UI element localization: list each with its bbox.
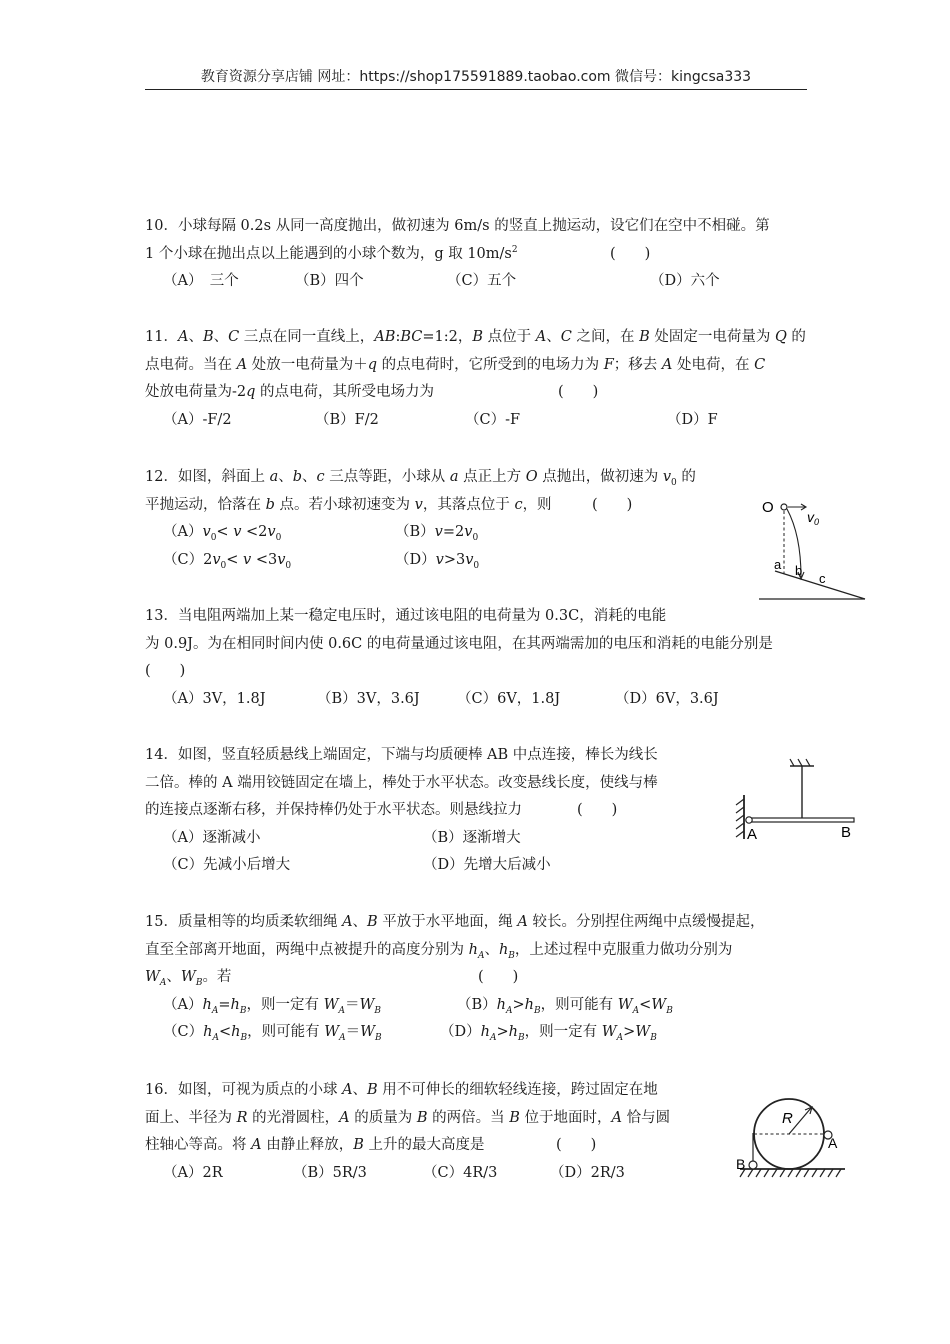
- q13-line-3: ( ): [145, 663, 186, 680]
- q16-ball-b: [749, 1161, 757, 1169]
- q10-option-b[interactable]: （B）四个: [295, 273, 364, 290]
- q10-exponent: 2: [511, 244, 518, 255]
- q12-option-b[interactable]: $(B)v=2v_0$: [395, 524, 479, 544]
- q12-line-1: 12．如图，斜面上 a、b、c 三点等距，小球从 a 点正上方 O 点抛出，做初速为 $v_0$ 的: [145, 469, 696, 488]
- q16-option-b[interactable]: （B）5R/3: [293, 1164, 367, 1181]
- q13-option-c[interactable]: （C）6V，1.8J: [457, 690, 561, 707]
- question-10: [145, 213, 810, 296]
- q13-line-2: 为 0.9J。为在相同时间内使 0.6C 的电荷量通过该电阻，在其两端需加的电压和消耗的电能分别是: [145, 635, 773, 652]
- q16-options: [145, 1160, 745, 1188]
- q16-line-2: 面上、半径为 R 的光滑圆柱，A 的质量为 B 的两倍。当 B 位于地面时，A 恰与圆: [145, 1109, 671, 1126]
- q11-option-d[interactable]: （D）F: [667, 411, 718, 428]
- q12-options-row-2: [145, 547, 745, 575]
- q12-line-2: 平抛运动，恰落在 b 点。若小球初速变为 v，其落点位于 c，则 ( ): [145, 492, 745, 520]
- q14-option-b[interactable]: （B）逐渐增大: [423, 829, 521, 846]
- q16-line-3: 柱轴心等高。将 A 由静止释放，B 上升的最大高度是 ( ): [145, 1132, 745, 1160]
- question-15: [145, 909, 810, 1047]
- q11-line-2: 点电荷。当在 A 处放一电荷量为＋q 的点电荷时，它所受到的电场力为 F；移去 A 处电荷，在 C: [145, 356, 766, 373]
- question-11: [145, 324, 810, 434]
- q11-line-1: 11．A、B、C 三点在同一直线上，AB:BC=1:2，B 点位于 A、C 之间，在 B 处固定一电荷量为 Q 的: [145, 329, 806, 345]
- question-13: [145, 603, 810, 713]
- q15-line-1: 15．质量相等的均质柔软细绳 A、B 平放于水平地面，绳 A 较长。分别捏住两绳中点缓慢提起，: [145, 914, 765, 930]
- q14-rod-figure: [732, 757, 862, 849]
- q14-line-3-text: 的连接点逐渐右移，并保持棒仍处于水平状态。则悬线拉力: [145, 802, 522, 819]
- q16-cylinder-figure: [733, 1092, 853, 1184]
- q16-option-a[interactable]: （A）2R: [163, 1164, 223, 1181]
- q12-option-a[interactable]: $(A)v_0< v <2v_0$: [163, 524, 282, 544]
- q15-option-d[interactable]: $(D)h_A>h_B$，则一定有 $W_A>W_B$: [440, 1024, 657, 1044]
- q13-option-d[interactable]: （D）6V，3.6J: [615, 690, 719, 707]
- q10-line-2: [145, 241, 810, 269]
- q13-options: [145, 686, 810, 714]
- q16-line-1: 16．如图，可视为质点的小球 A、B 用不可伸长的细软轻线连接，跨过固定在地: [145, 1082, 658, 1098]
- q16-ground-hatch: [740, 1169, 841, 1177]
- q15-line-2: 直至全部离开地面，两绳中点被提升的高度分别为 $h_A$、$h_B$，上述过程中克服重力做功分别为: [145, 941, 733, 961]
- header-rule: [145, 89, 807, 90]
- q10-option-c[interactable]: （C）五个: [447, 273, 517, 290]
- question-16: [145, 1077, 745, 1187]
- q11-line-3: 处放电荷量为-2q 的点电荷，其所受电场力为 ( ): [145, 379, 810, 407]
- q12-answer-paren: ( ): [592, 496, 633, 513]
- q11-option-a[interactable]: （A）-F/2: [163, 411, 232, 428]
- q11-answer-paren: ( ): [558, 384, 599, 401]
- question-12: [145, 464, 745, 574]
- q16-option-c[interactable]: （C）4R/3: [423, 1164, 498, 1181]
- q12-label-b: b: [795, 563, 803, 578]
- q10-line-1: 10．小球每隔 0.2s 从同一高度抛出，做初速为 6m/s 的竖直上抛运动，设它们在空中不相碰。第: [145, 218, 770, 234]
- q15-options-row-1: [145, 992, 810, 1020]
- q13-line-1: 13．当电阻两端加上某一稳定电压时，通过该电阻的电荷量为 0.3C，消耗的电能: [145, 608, 667, 624]
- q12-label-v0: $v_0$: [807, 509, 820, 527]
- q14-hinge: [746, 817, 752, 823]
- q10-option-a[interactable]: （A） 三个: [163, 273, 239, 290]
- q16-label-a: A: [828, 1135, 838, 1151]
- question-14: [145, 742, 745, 880]
- q14-rod: [748, 818, 854, 822]
- q14-option-c[interactable]: （C）先减小后增大: [163, 857, 291, 874]
- q12-option-d[interactable]: $(D)v>3v_0$: [395, 551, 480, 571]
- q16-answer-paren: ( ): [556, 1137, 597, 1154]
- q15-options-row-2: [145, 1019, 810, 1047]
- q14-option-d[interactable]: （D）先增大后减小: [423, 857, 551, 874]
- q14-line-3: [145, 797, 745, 825]
- q10-option-d[interactable]: （D）六个: [650, 273, 720, 290]
- q16-label-r: R: [782, 1110, 793, 1127]
- q14-label-a: A: [747, 826, 758, 843]
- q11-option-b[interactable]: （B）F/2: [315, 411, 379, 428]
- q12-label-a: a: [774, 557, 782, 572]
- q12-launch-point: [781, 504, 787, 510]
- q12-incline-figure: [755, 495, 870, 605]
- q16-option-d[interactable]: （D）2R/3: [550, 1164, 625, 1181]
- q12-label-c: c: [819, 571, 826, 586]
- q14-line-1: 14．如图，竖直轻质悬线上端固定，下端与均质硬棒 AB 中点连接，棒长为线长: [145, 747, 658, 763]
- q16-label-b: B: [736, 1156, 746, 1172]
- q14-options-row-1: [145, 825, 745, 853]
- q10-line-2-text: 1 个小球在抛出点以上能遇到的小球个数为，g 取 10m/s: [145, 245, 512, 262]
- q14-line-2: 二倍。棒的 A 端用铰链固定在墙上，棒处于水平状态。改变悬线长度，使线与棒: [145, 774, 658, 791]
- q14-answer-paren: ( ): [577, 802, 618, 819]
- q10-answer-paren: ( ): [610, 245, 651, 262]
- q14-option-a[interactable]: （A）逐渐减小: [163, 829, 261, 846]
- q12-options-row-1: [145, 519, 745, 547]
- q15-line-3: $W_A$、$W_B$。若 ( ): [145, 964, 810, 992]
- q15-option-b[interactable]: $(B)h_A>h_B$，则可能有 $W_A<W_B$: [457, 996, 673, 1016]
- q13-option-a[interactable]: （A）3V，1.8J: [163, 690, 266, 707]
- q12-label-o: O: [762, 499, 774, 516]
- q11-options: [145, 407, 810, 435]
- q14-label-b: B: [841, 824, 852, 841]
- q11-option-c[interactable]: （C）-F: [465, 411, 521, 428]
- q10-options: [145, 268, 810, 296]
- q15-answer-paren: ( ): [478, 969, 519, 986]
- q13-option-b[interactable]: （B）3V，3.6J: [317, 690, 420, 707]
- q12-option-c[interactable]: $(C)2v_0< v <3v_0$: [163, 551, 292, 571]
- q15-option-a[interactable]: $(A)h_A=h_B$，则一定有 $W_A=W_B$: [163, 996, 381, 1016]
- q15-option-c[interactable]: $(C)h_A<h_B$，则可能有 $W_A=W_B$: [163, 1024, 382, 1044]
- q14-options-row-2: [145, 852, 745, 880]
- page-header: 教育资源分享店铺 网址：https://shop175591889.taobao.com 微信号：kingcsa333: [200, 69, 752, 85]
